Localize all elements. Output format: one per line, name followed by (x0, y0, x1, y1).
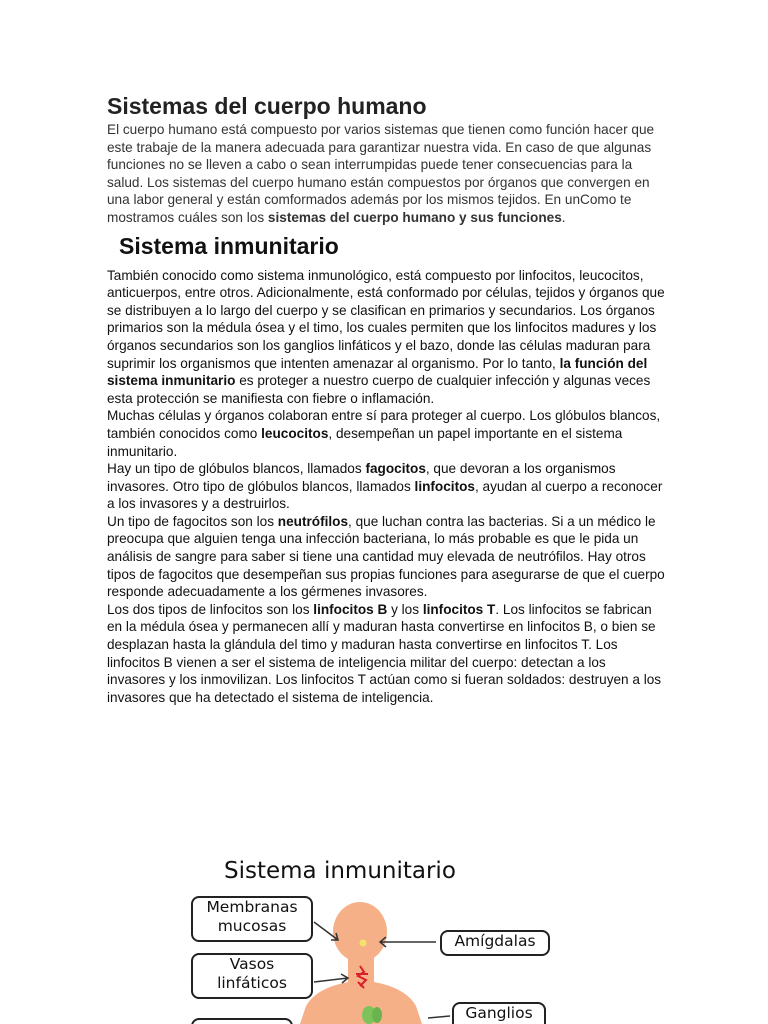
p3-bold-1: fagocitos (365, 461, 426, 477)
section-body (107, 267, 667, 707)
amigdalas-arrow (380, 937, 436, 947)
paragraph-4 (107, 513, 667, 601)
p3-text-2: , que devoran a los organismos invasores. Otro tipo de glóbulos blancos, llamados (107, 461, 616, 494)
p3-text-1: Hay un tipo de glóbulos blancos, llamados (107, 461, 366, 477)
thymus-icon-2 (372, 1007, 382, 1023)
intro-bold: sistemas del cuerpo humano y sus funciones (267, 209, 562, 225)
ganglios-arrow (428, 1016, 450, 1018)
label-amigdalas: Amígdalas (440, 930, 550, 956)
p3-bold-2: linfocitos (414, 478, 475, 494)
section-title: Sistema inmunitario (119, 232, 339, 259)
label-vasos-linfaticos: Vasos linfáticos (191, 953, 313, 999)
p4-text-1: Un tipo de fagocitos son los (107, 513, 278, 529)
p5-bold-2: linfocitos T (422, 601, 496, 617)
paragraph-2 (107, 407, 667, 460)
p5-text-3: . Los linfocitos se fabrican en la médula ósea y permanecen allí y maduran hasta convertirse en linfocitos B, o bien se desplazan hasta la glándula del timo y maduran hasta convertirse en linfocitos T. Los linfocitos B vienen a ser el sistema de inteligencia militar del cuerpo: detectan a los invasores y los inmovilizan. Los linfocitos T actúan como si fueran soldados: destruyen a los invasores que ha detectado el sistema de inteligencia. (107, 601, 662, 705)
intro-paragraph (107, 121, 667, 227)
p1-text-2: es proteger a nuestro cuerpo de cualquier infección y algunas veces esta protección se manifiesta con fiebre o inflamación. (107, 373, 651, 406)
p2-text-2: , desempeñan un papel importante en el sistema inmunitario. (107, 425, 623, 459)
p4-text-2: , que luchan contra las bacterias. Si a un médico le preocupa que alguien tenga una infección bacteriana, lo más probable es que le pida un análisis de sangre para saber si tiene una cantidad muy elevada de neutrófilos. Hay otros tipos de fagocitos que desempeñan sus propias funciones para asegurarse de que el cuerpo responde adecuadamente a los gérmenes invasores. (107, 513, 665, 600)
p5-bold-1: linfocitos B (313, 601, 388, 617)
torso-shape (300, 982, 422, 1024)
paragraph-3 (107, 460, 667, 513)
vasos-arrow (314, 974, 348, 983)
p1-text-1: También conocido como sistema inmunológico, está compuesto por linfocitos, leucocitos, anticuerpos, entre otros. Adicionalmente, está conformado por células, tejidos y órganos que se distribuyen a lo largo del cuerpo y se clasifican en primarios y secundarios. Los órganos primarios son la médula ósea y el timo, los cuales permiten que los linfocitos madures y los órganos secundarios son los ganglios linfáticos y el bazo, donde las células maduran para suprimir los organismos que intenten amenazar al organismo. Por lo tanto, (107, 267, 665, 371)
tonsil-icon (360, 940, 367, 947)
label-partial-box (191, 1018, 293, 1024)
p4-bold-1: neutrófilos (277, 513, 349, 529)
intro-end: . (561, 209, 566, 225)
label-ganglios: Ganglios (452, 1002, 546, 1024)
head-shape (333, 902, 387, 962)
paragraph-1 (107, 267, 667, 408)
p1-bold-1: la función del sistema inmunitario (107, 355, 648, 389)
label-membranas-mucosas: Membranas mucosas (191, 896, 313, 942)
page-title: Sistemas del cuerpo humano (107, 93, 427, 119)
p2-bold-1: leucocitos (261, 425, 329, 441)
p2-text-1: Muchas células y órganos colaboran entre sí para proteger al cuerpo. Los glóbulos blancos, también conocidos como (107, 408, 661, 441)
figure-title: Sistema inmunitario (224, 858, 456, 884)
intro-text: El cuerpo humano está compuesto por varios sistemas que tienen como función hacer que este trabaje de la manera adecuada para garantizar nuestra vida. En caso de que algunas funciones no se lleven a cabo o sean interrumpidas puede tener consecuencias para la salud. Los sistemas del cuerpo humano están compuestos por órganos que convergen en una labor general y están comformados además por los mismos tejidos. En unComo te mostramos cuáles son los (107, 122, 655, 225)
p5-text-1: Los dos tipos de linfocitos son los (107, 601, 314, 617)
paragraph-5 (107, 601, 667, 707)
p5-text-2: y los (387, 601, 423, 617)
p3-text-3: , ayudan al cuerpo a reconocer a los invasores y a destruirlos. (107, 478, 663, 512)
neck-shape (348, 956, 374, 984)
immune-system-figure (188, 848, 560, 1024)
document (107, 92, 667, 706)
